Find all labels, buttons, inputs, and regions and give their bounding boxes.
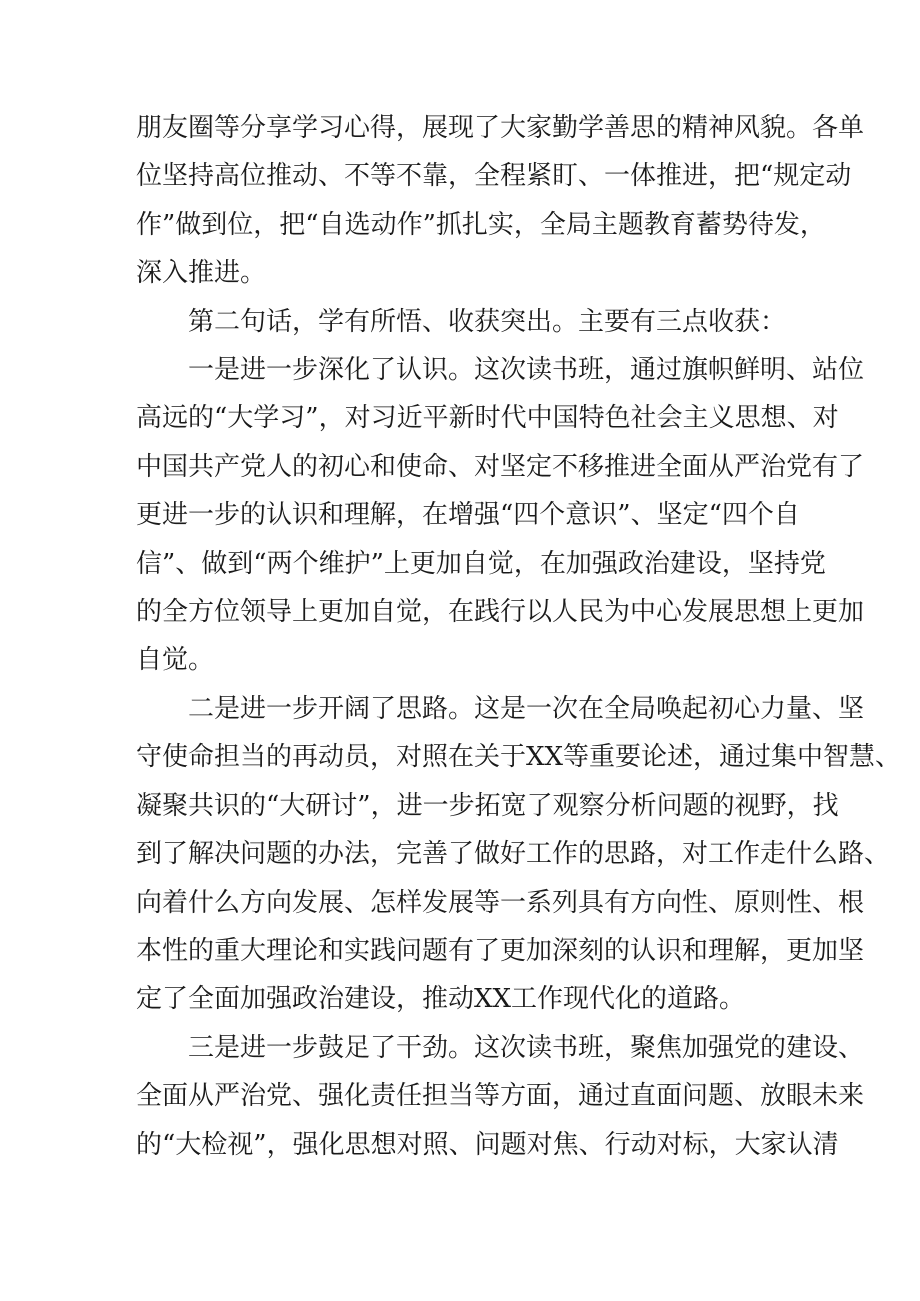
text-line: 二是进一步开阔了思路。这是一次在全局唤起初心力量、坚 xyxy=(188,693,865,724)
text-line: 作”做到位，把“自选动作”抓扎实，全局主题教育蓄势待发， xyxy=(136,209,826,240)
text-line: 自觉。 xyxy=(136,645,215,676)
document-body xyxy=(136,104,902,1169)
text-line: 本性的重大理论和实践问题有了更加深刻的认识和理解，更加坚 xyxy=(136,935,865,966)
text-line: 到了解决问题的办法，完善了做好工作的思路，对工作走什么路、 xyxy=(136,839,891,870)
text-line: 更进一步的认识和理解，在增强“四个意识”、坚定“四个自 xyxy=(136,500,800,531)
paragraph-5 xyxy=(136,1024,865,1169)
paragraph-2 xyxy=(136,298,792,346)
text-line: 朋友圈等分享学习心得，展现了大家勤学善思的精神风貌。各单 xyxy=(136,113,865,143)
text-line: 三是进一步鼓足了干劲。这次读书班，聚焦加强党的建设、 xyxy=(188,1032,865,1063)
text-line: 位坚持高位推动、不等不靠，全程紧盯、一体推进，把“规定动 xyxy=(136,161,852,192)
text-line: 的全方位领导上更加自觉，在践行以人民为中心发展思想上更加 xyxy=(136,597,865,628)
text-line: 高远的“大学习”，对习近平新时代中国特色社会主义思想、对 xyxy=(136,403,839,434)
text-line: 信”、做到“两个维护”上更加自觉，在加强政治建设，坚持党 xyxy=(136,548,826,579)
paragraph-4 xyxy=(136,685,902,1024)
text-line: 中国共产党人的初心和使命、对坚定不移推进全面从严治党有了 xyxy=(136,451,865,482)
paragraph-3 xyxy=(136,346,865,685)
text-line: 第二句话，学有所悟、收获突出。主要有三点收获： xyxy=(188,306,787,337)
paragraph-1 xyxy=(136,104,865,298)
text-line: 一是进一步深化了认识。这次读书班，通过旗帜鲜明、站位 xyxy=(188,355,865,386)
text-line: 定了全面加强政治建设，推动XX工作现代化的道路。 xyxy=(136,984,746,1015)
text-line: 全面从严治党、强化责任担当等方面，通过直面问题、放眼未来 xyxy=(136,1081,865,1112)
text-line: 向着什么方向发展、怎样发展等一系列具有方向性、原则性、根 xyxy=(136,887,865,918)
text-line: 深入推进。 xyxy=(136,258,267,289)
text-line: 凝聚共识的“大研讨”，进一步拓宽了观察分析问题的视野，找 xyxy=(136,790,839,821)
text-line: 的“大检视”，强化思想对照、问题对焦、行动对标，大家认清 xyxy=(136,1129,839,1160)
text-line: 守使命担当的再动员，对照在关于XX等重要论述，通过集中智慧、 xyxy=(136,742,902,773)
